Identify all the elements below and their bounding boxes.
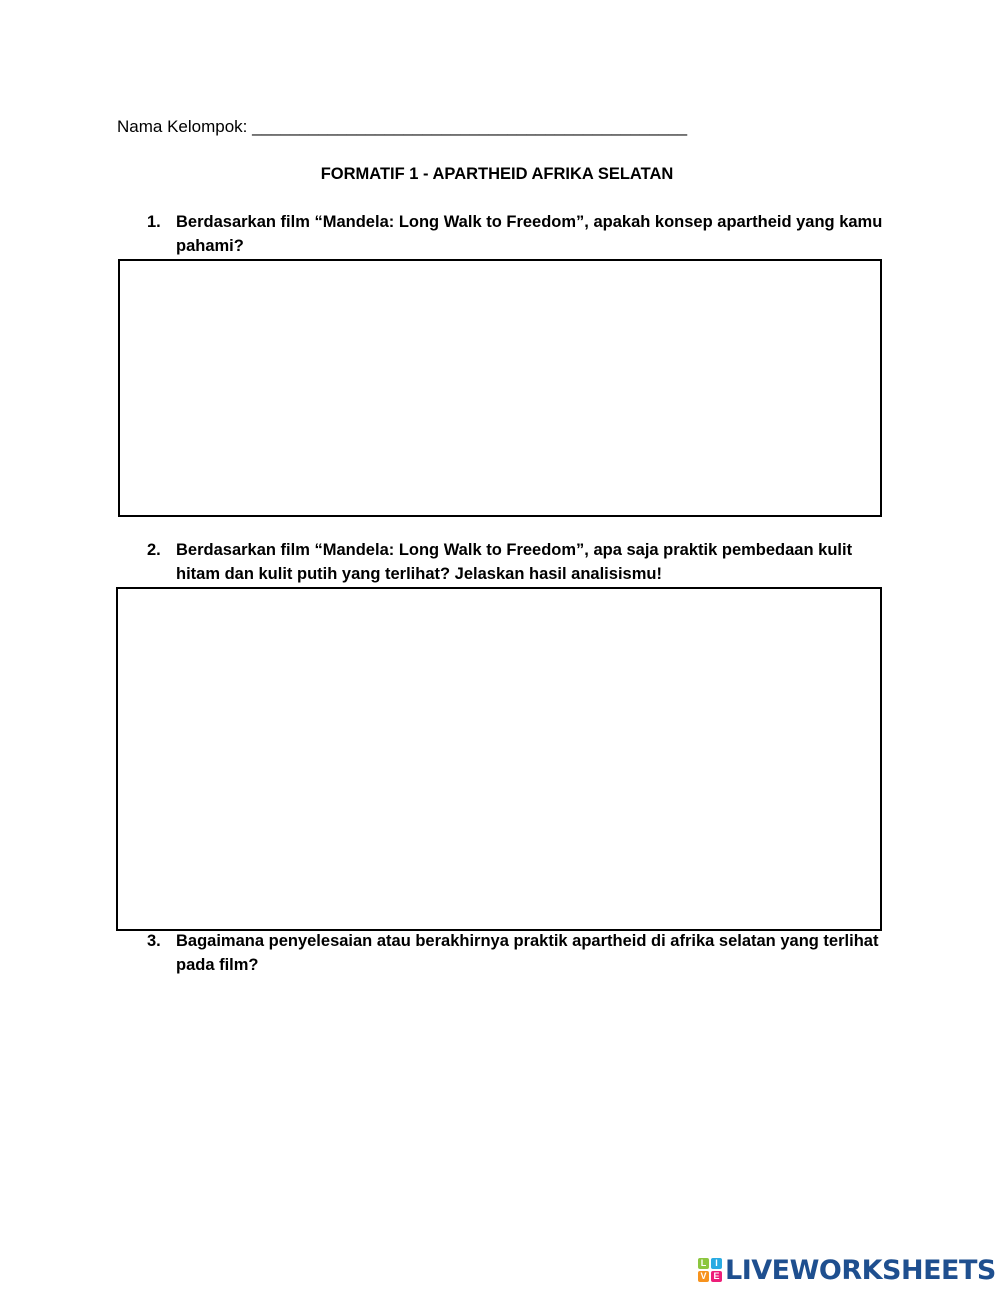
liveworksheets-logo <box>698 1254 996 1286</box>
group-name-field[interactable]: ______________________________________________ <box>252 117 688 136</box>
liveworksheets-logo-mark <box>698 1258 722 1282</box>
question-1-text: Berdasarkan film “Mandela: Long Walk to Freedom”, apakah konsep apartheid yang kamu pahami? <box>176 213 883 255</box>
answer-box-1[interactable] <box>118 259 882 517</box>
answer-box-2[interactable] <box>116 587 882 931</box>
question-2-text: Berdasarkan film “Mandela: Long Walk to Freedom”, apa saja praktik pembedaan kulit hitam dan kulit putih yang terlihat? Jelaskan hasil analisismu! <box>176 541 853 583</box>
logo-mark-l: L <box>698 1258 709 1269</box>
question-3 <box>147 929 887 977</box>
worksheet-title: FORMATIF 1 - APARTHEID AFRIKA SELATAN <box>320 165 674 183</box>
question-3-number: 3. <box>147 932 161 950</box>
question-1-number: 1. <box>147 213 161 231</box>
question-2-number: 2. <box>147 541 161 559</box>
group-name-label: Nama Kelompok: <box>117 117 248 136</box>
group-name-line <box>117 117 687 137</box>
question-2 <box>147 538 887 586</box>
question-3-text: Bagaimana penyelesaian atau berakhirnya praktik apartheid di afrika selatan yang terlihat pada film? <box>176 932 879 974</box>
logo-mark-i: I <box>711 1258 722 1269</box>
logo-mark-e: E <box>711 1271 722 1282</box>
logo-mark-v: V <box>698 1271 709 1282</box>
question-1 <box>147 210 887 258</box>
liveworksheets-logo-text: LIVEWORKSHEETS <box>725 1254 996 1286</box>
